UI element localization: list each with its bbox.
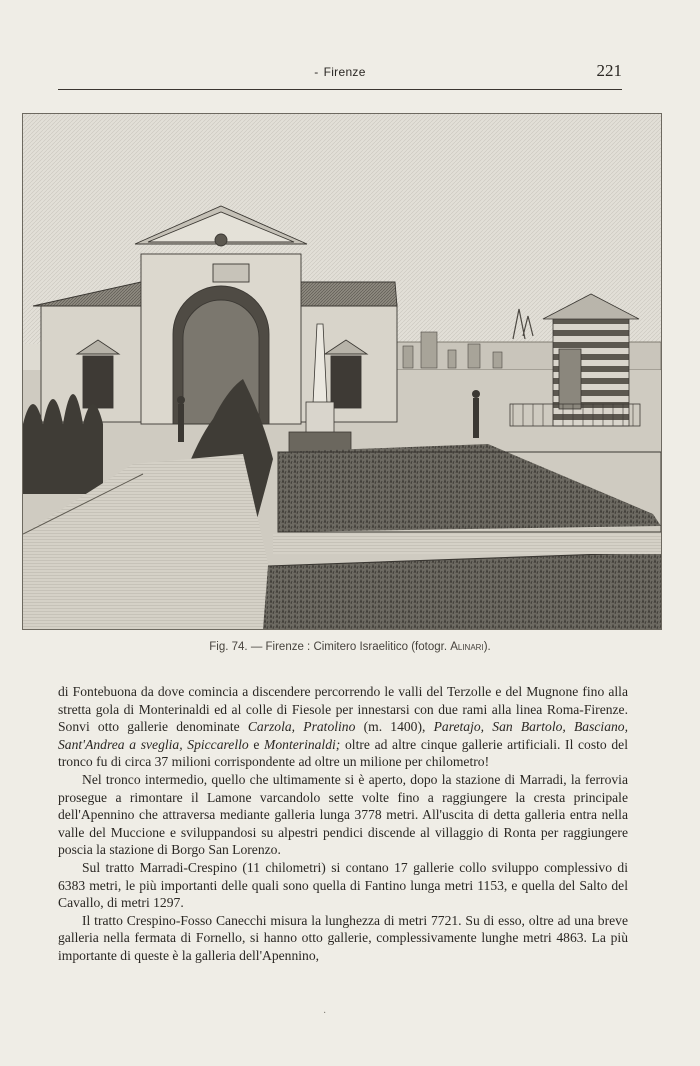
figure-caption: [0, 641, 700, 653]
paragraph: [58, 683, 628, 771]
section-title-text: Firenze: [323, 65, 366, 79]
caption-suffix: ).: [483, 641, 491, 653]
paragraph: Il tratto Crespino-Fosso Canecchi misura la lunghezza di metri 7721. Su di esso, oltre ad una breve galleria nella fermata di Fornello, si hanno otto gallerie, complessivamente lunghe metri 4863. La più importante di queste è la galleria dell'Apennino,: [58, 912, 628, 963]
gallery-names: Monterinaldi;: [264, 736, 341, 752]
photographer-credit: Alinari: [450, 641, 484, 653]
running-head: [58, 60, 622, 82]
paragraph-text: oltre ad altre cinque gallerie artificiali. Il costo del tronco fu di circa 37 milioni corrispondente ad oltre un milione per chilometro!: [58, 736, 628, 770]
paragraph: Sul tratto Marradi-Crespino (11 chilometri) si contano 17 gallerie collo sviluppo complessivo di 6383 metri, le più importanti delle quali sono quella di Fantino lunga metri 1153, e quella del Salto del Cavallo, di metri 1297.: [58, 859, 628, 911]
page-number: 221: [596, 61, 622, 80]
body-text: [58, 683, 628, 965]
gallery-names: Carzola, Pratolino: [247, 719, 356, 735]
header-rule: [58, 89, 622, 90]
paragraph: Nel tronco intermedio, quello che ultimamente si è aperto, dopo la stazione di Marradi, la ferrovia prosegue a rimontare il Lamone varcandolo sette volte fino a raggiungere la cresta principale dell'Apennino che attraversa mediante galleria lunga 3778 metri. All'uscita di detta galleria entra nella valle del Muccione e sviluppandosi su alpestri pendici discende al villaggio di Ronta per raggiungere poscia la stazione di Borgo San Lorenzo.: [58, 771, 628, 858]
caption-text: Fig. 74. — Firenze : Cimitero Israelitico (fotogr.: [209, 641, 448, 653]
paragraph-text: (m. 1400),: [355, 719, 434, 735]
page-mark: ·: [323, 1008, 327, 1019]
tomb-chapel: [543, 294, 639, 426]
paragraph-text: e: [248, 736, 265, 752]
gallery-names: Paretajo, San Bartolo, Basciano, Sant'Andrea a sveglia, Spiccarello: [58, 719, 628, 752]
cemetery-engraving: [22, 113, 662, 630]
paragraph-text: di Fontebuona da dove comincia a discendere percorrendo le valli del Terzolle e del Mugnone fino alla stretta gola di Monterinaldi ed al colle di Fiesole per innestarsi con due rami alla linea Roma-Firenze. Sonvi otto gallerie denominate: [58, 684, 628, 735]
section-title: [58, 65, 622, 79]
title-dash: -: [314, 65, 319, 79]
